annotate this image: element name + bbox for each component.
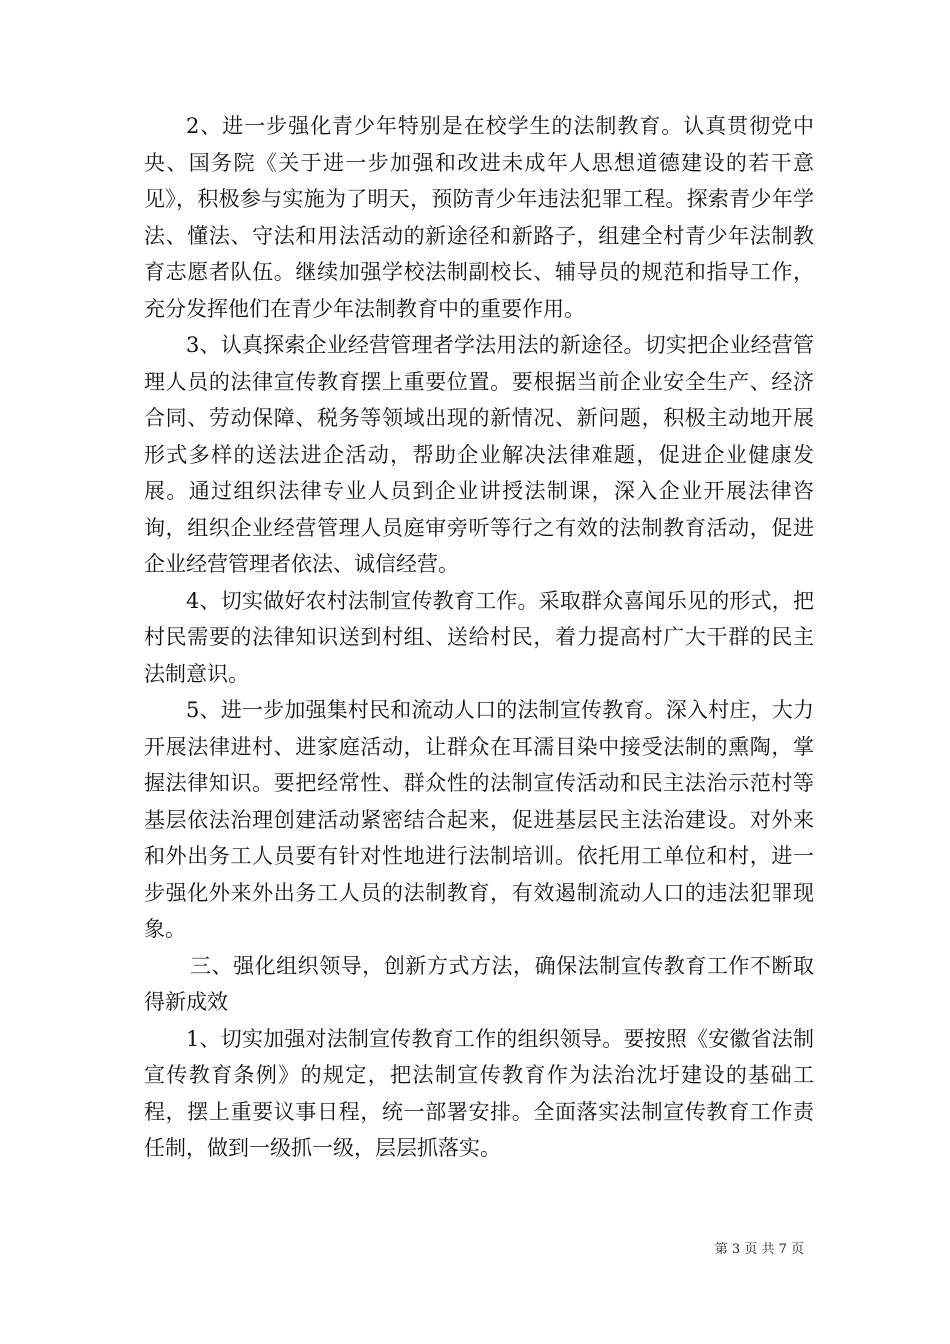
- paragraph-rural-education: 4、切实做好农村法制宣传教育工作。采取群众喜闻乐见的形式，把村民需要的法律知识送到村组、送给村民，着力提高村广大干群的民主法制意识。: [144, 588, 814, 686]
- paragraph-youth-legal-education: 2、进一步强化青少年特别是在校学生的法制教育。认真贯彻党中央、国务院《关于进一步加强和改进未成年人思想道德建设的若干意见》，积极参与实施为了明天，预防青少年违法犯罪工程。探索青少年学法、懂法、守法和用法活动的新途径和新路子，组建全村青少年法制教育志愿者队伍。继续加强学校法制副校长、辅导员的规范和指导工作，充分发挥他们在青少年法制教育中的重要作用。: [144, 114, 814, 321]
- document-body: [144, 108, 814, 1167]
- paragraph-migrant-population: 5、进一步加强集村民和流动人口的法制宣传教育。深入村庄，大力开展法律进村、进家庭活动，让群众在耳濡目染中接受法制的熏陶，掌握法律知识。要把经常性、群众性的法制宣传活动和民主法治示范村等基层依法治理创建活动紧密结合起来，促进基层民主法治建设。对外来和外出务工人员要有针对性地进行法制培训。依托用工单位和村，进一步强化外来外出务工人员的法制教育，有效遏制流动人口的违法犯罪现象。: [144, 698, 814, 941]
- paragraph-enterprise-managers: 3、认真探索企业经营管理者学法用法的新途径。切实把企业经营管理人员的法律宣传教育摆上重要位置。要根据当前企业安全生产、经济合同、劳动保障、税务等领域出现的新情况、新问题，积极主动地开展形式多样的送法进企活动，帮助企业解决法律难题，促进企业健康发展。通过组织法律专业人员到企业讲授法制课，深入企业开展法律咨询，组织企业经营管理人员庭审旁听等行之有效的法制教育活动，促进企业经营管理者依法、诚信经营。: [144, 333, 814, 576]
- page-number-footer: 第 3 页 共 7 页: [714, 1242, 804, 1257]
- section-heading: 三、强化组织领导，创新方式方法，确保法制宣传教育工作不断取得新成效: [144, 953, 814, 1014]
- paragraph-organizational-leadership: 1、切实加强对法制宣传教育工作的组织领导。要按照《安徽省法制宣传教育条例》的规定，把法制宣传教育作为法治沈圩建设的基础工程，摆上重要议事日程，统一部署安排。全面落实法制宣传教育工作责任制，做到一级抓一级，层层抓落实。: [144, 1026, 814, 1160]
